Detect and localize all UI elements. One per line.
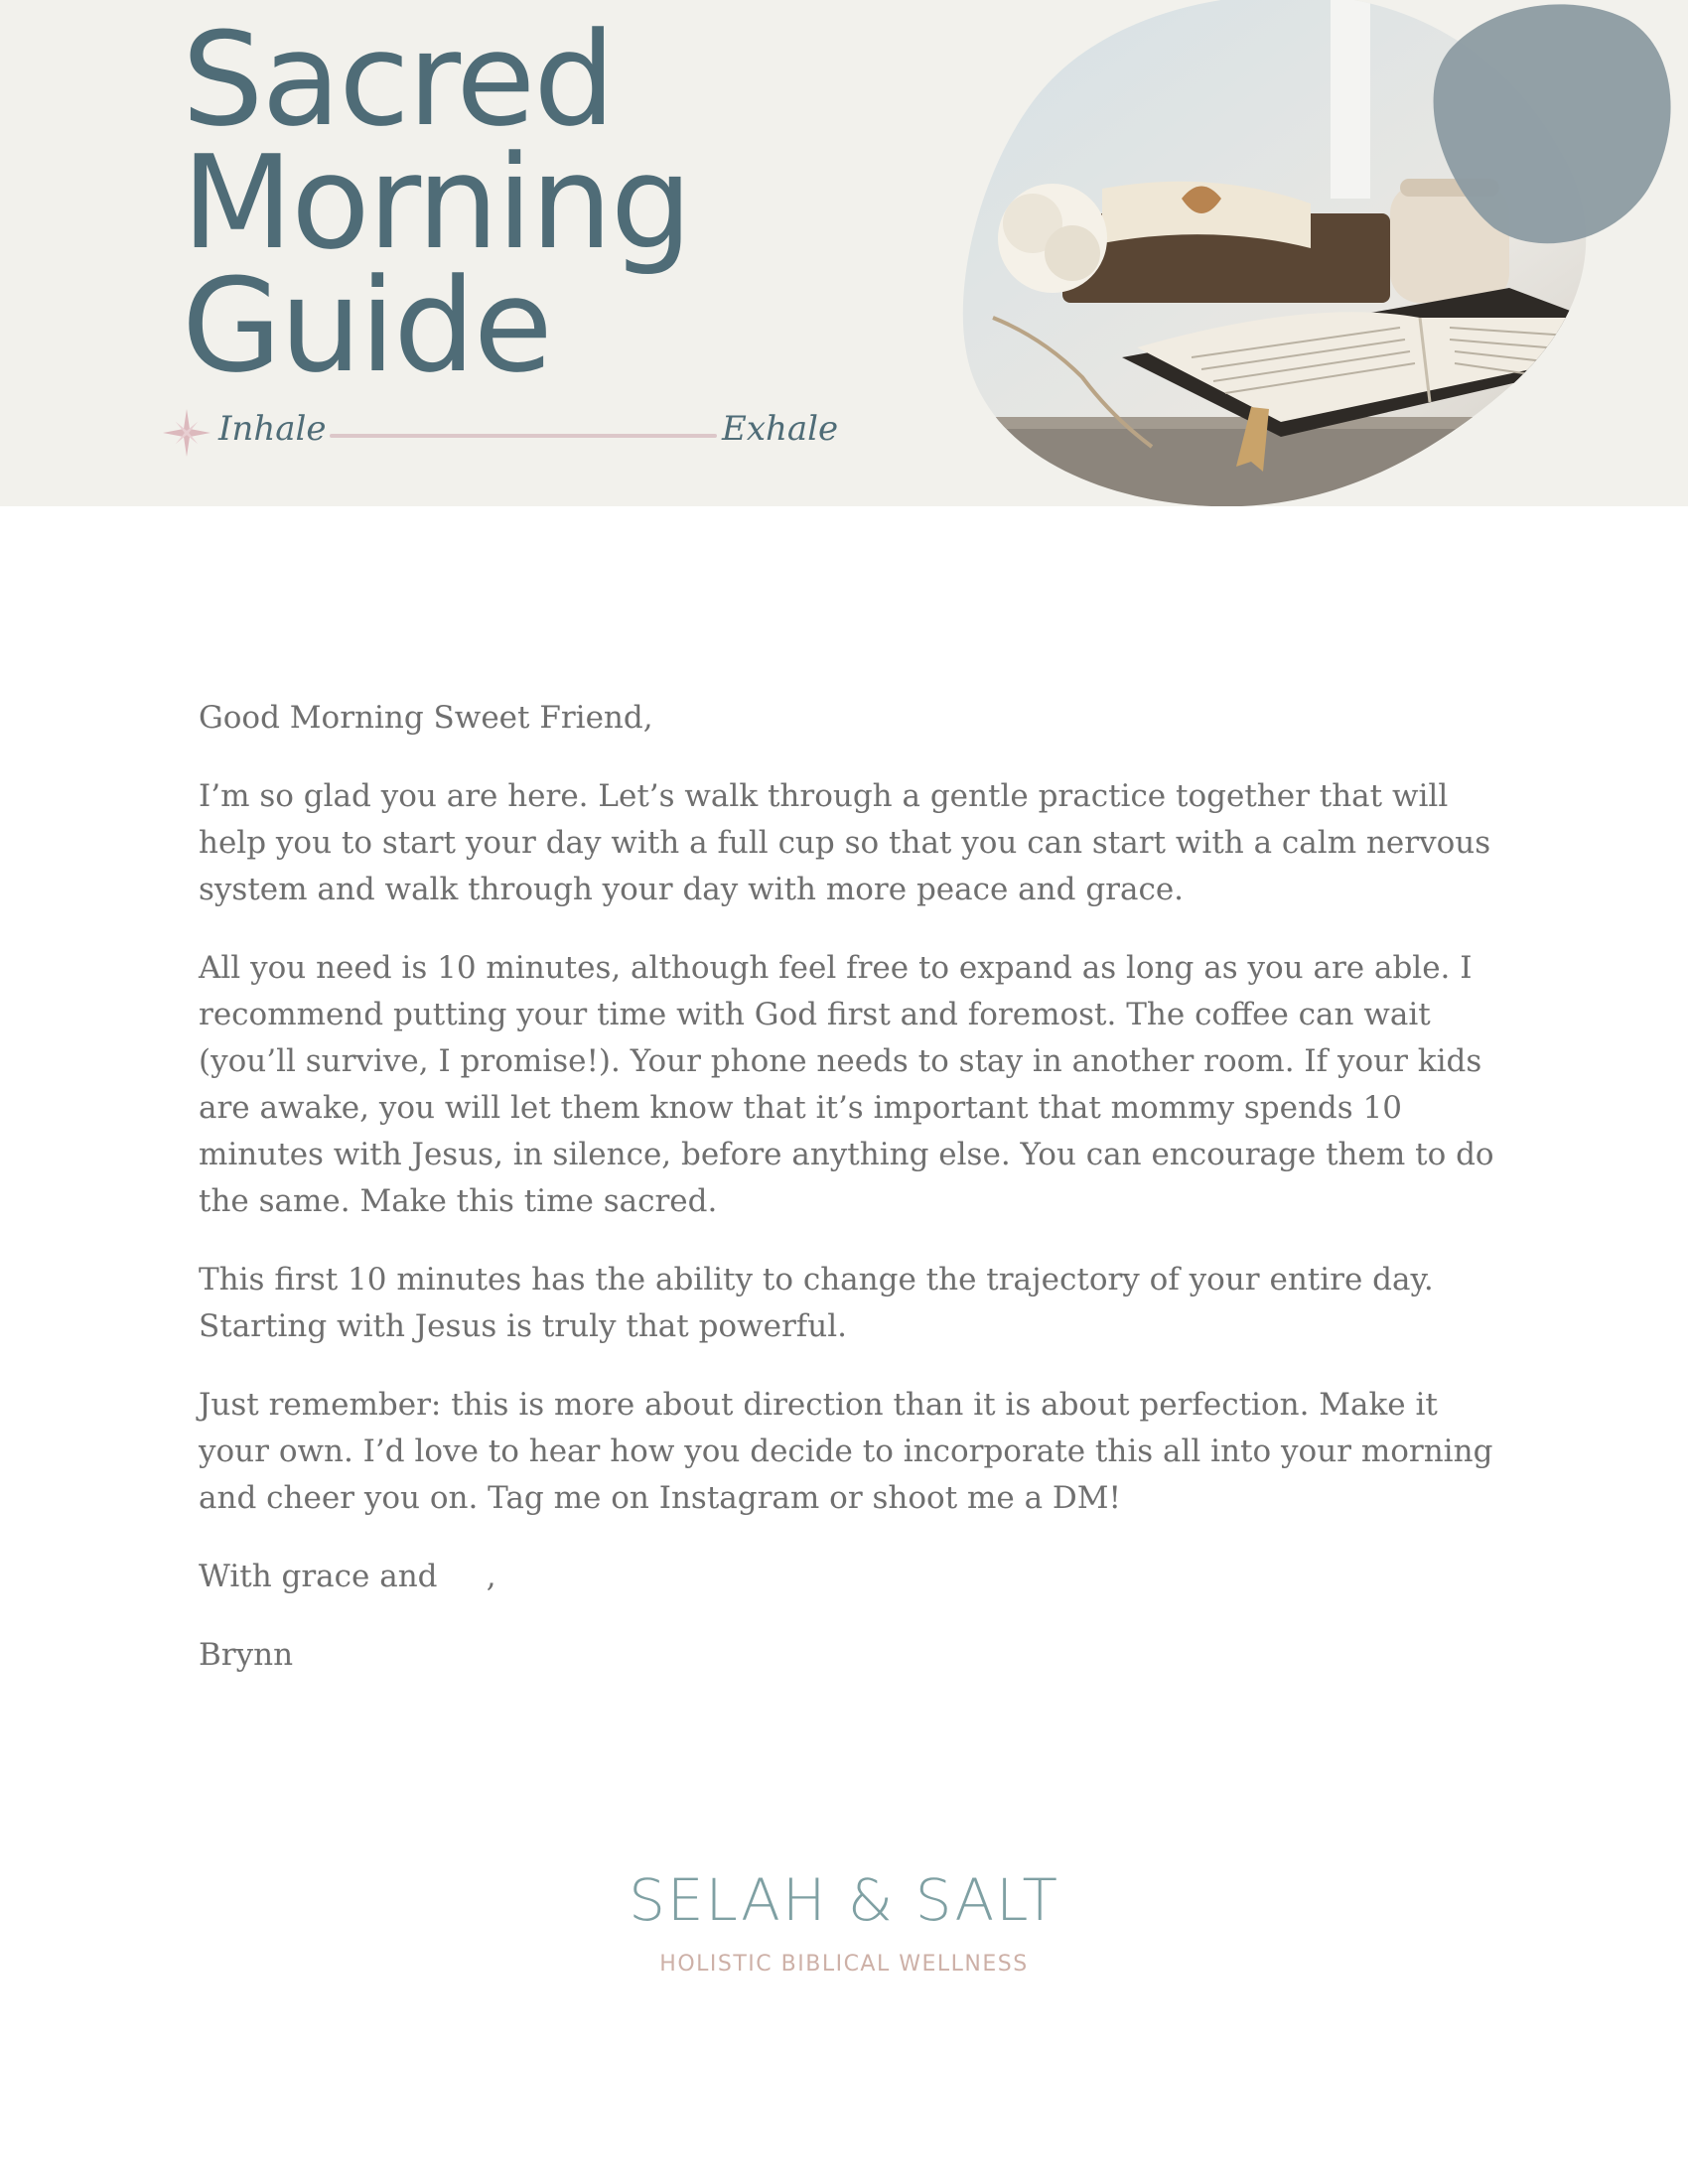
brand-footer bbox=[0, 1866, 1688, 1977]
paragraph-2: All you need is 10 minutes, although feel free to expand as long as you are able. I recommend putting your time with God first and foremost. The coffee can wait (you’ll survive, I promise!). Your phone needs to stay in another room. If your kids are awake, you will let them know that it’s important that mommy spends 10 minutes with Jesus, in silence, before anything else. You can encourage them to do the same. Make this time sacred. bbox=[199, 950, 1494, 1219]
title-line-3: Guide bbox=[182, 250, 551, 401]
inhale-label: Inhale bbox=[218, 409, 327, 449]
closing: With grace and , bbox=[199, 1559, 496, 1594]
letter-body bbox=[199, 695, 1509, 1710]
brand-name: SELAH & SALT bbox=[629, 1866, 1059, 1934]
paragraph-4: Just remember: this is more about direction than it is about perfection. Make it your own. I’d love to hear how you decide to incorporate this all into your morning and cheer you on. Tag me on Instagram or shoot me a DM! bbox=[199, 1387, 1493, 1516]
signature: Brynn bbox=[199, 1637, 294, 1673]
title-line-2: Morning bbox=[182, 127, 691, 278]
header-banner bbox=[0, 0, 1688, 506]
brand-tagline: HOLISTIC BIBLICAL WELLNESS bbox=[659, 1952, 1029, 1977]
paragraph-1: I’m so glad you are here. Let’s walk through a gentle practice together that will help you to start your day with a full cup so that you can start with a calm nervous system and walk through your day with more peace and grace. bbox=[199, 778, 1491, 907]
paragraph-3: This first 10 minutes has the ability to change the trajectory of your entire day. Starting with Jesus is truly that powerful. bbox=[199, 1262, 1434, 1344]
page-title bbox=[182, 4, 691, 401]
bible-still-life-photo bbox=[953, 0, 1688, 506]
title-line-1: Sacred bbox=[182, 4, 614, 155]
inhale-exhale-divider bbox=[161, 405, 839, 461]
exhale-label: Exhale bbox=[722, 409, 839, 449]
greeting: Good Morning Sweet Friend, bbox=[199, 700, 653, 736]
sparkle-star-icon bbox=[161, 407, 212, 459]
divider-line bbox=[330, 434, 717, 438]
